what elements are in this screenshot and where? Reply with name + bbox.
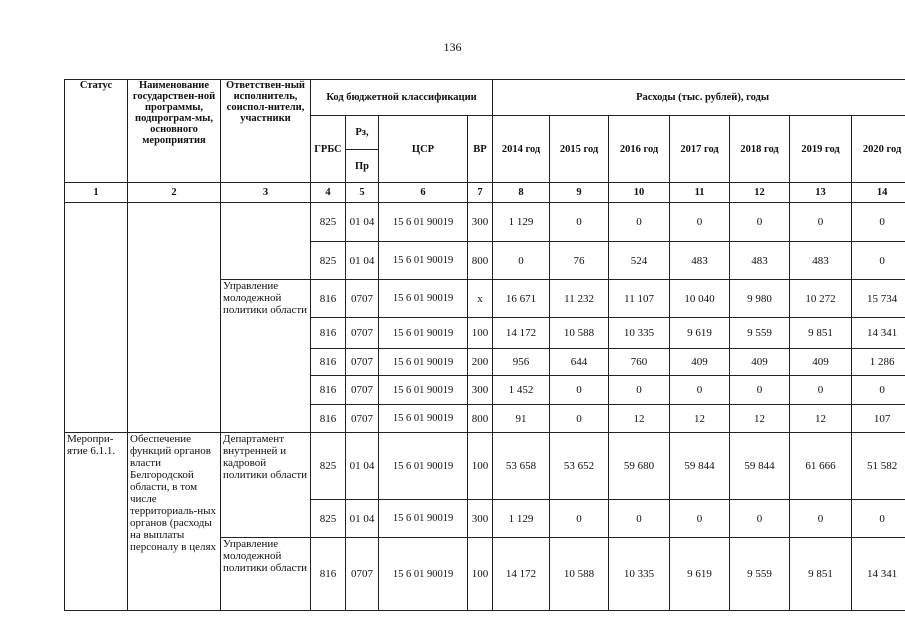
rzpr-cell: 0707: [346, 280, 379, 318]
grbs-cell: 816: [311, 349, 346, 376]
vr-cell: 800: [468, 242, 493, 280]
column-number: 4: [311, 183, 346, 203]
amount-cell: 0: [550, 500, 609, 538]
grbs-cell: 825: [311, 203, 346, 242]
amount-cell: 0: [790, 500, 852, 538]
csr-cell: 15 6 01 90019: [379, 433, 468, 500]
amount-cell: 53 652: [550, 433, 609, 500]
status-cell: Меропри-ятие 6.1.1.: [65, 433, 128, 611]
amount-cell: 760: [609, 349, 670, 376]
amount-cell: 956: [493, 349, 550, 376]
amount-cell: 76: [550, 242, 609, 280]
header-csr: ЦСР: [379, 116, 468, 183]
vr-cell: 100: [468, 538, 493, 611]
amount-cell: 14 172: [493, 318, 550, 349]
header-budget-code: Код бюджетной классификации: [311, 80, 493, 116]
amount-cell: 12: [730, 405, 790, 433]
amount-cell: 14 341: [852, 318, 905, 349]
column-number-row: [65, 183, 905, 203]
column-number: 13: [790, 183, 852, 203]
csr-cell: 15 6 01 90019: [379, 500, 468, 538]
amount-cell: 12: [609, 405, 670, 433]
header-executor: Ответствен-ный исполнитель, соиспол-нители, участники: [221, 80, 311, 183]
amount-cell: 483: [670, 242, 730, 280]
amount-cell: 644: [550, 349, 609, 376]
rzpr-cell: 0707: [346, 318, 379, 349]
amount-cell: 14 172: [493, 538, 550, 611]
amount-cell: 107: [852, 405, 905, 433]
vr-cell: 300: [468, 203, 493, 242]
amount-cell: 9 619: [670, 538, 730, 611]
grbs-cell: 816: [311, 405, 346, 433]
page-number: 136: [443, 40, 462, 54]
column-number: 1: [65, 183, 128, 203]
grbs-cell: 825: [311, 433, 346, 500]
amount-cell: 59 844: [730, 433, 790, 500]
amount-cell: 10 588: [550, 318, 609, 349]
amount-cell: 10 272: [790, 280, 852, 318]
amount-cell: 16 671: [493, 280, 550, 318]
header-year: 2017 год: [670, 116, 730, 183]
amount-cell: 0: [670, 376, 730, 405]
header-year: 2018 год: [730, 116, 790, 183]
header-expenses: Расходы (тыс. рублей), годы: [493, 80, 905, 116]
amount-cell: 59 680: [609, 433, 670, 500]
csr-cell: 15 6 01 90019: [379, 405, 468, 433]
amount-cell: 0: [790, 376, 852, 405]
header-year: 2015 год: [550, 116, 609, 183]
column-number: 9: [550, 183, 609, 203]
header-rz: Рз,: [346, 116, 379, 150]
amount-cell: 409: [790, 349, 852, 376]
csr-cell: 15 6 01 90019: [379, 280, 468, 318]
status-cell: [65, 203, 128, 433]
amount-cell: 0: [670, 500, 730, 538]
amount-cell: 524: [609, 242, 670, 280]
csr-cell: 15 6 01 90019: [379, 376, 468, 405]
grbs-cell: 816: [311, 538, 346, 611]
csr-cell: 15 6 01 90019: [379, 203, 468, 242]
amount-cell: 1 129: [493, 203, 550, 242]
vr-cell: 800: [468, 405, 493, 433]
amount-cell: 0: [790, 203, 852, 242]
amount-cell: 0: [550, 376, 609, 405]
amount-cell: 0: [852, 376, 905, 405]
amount-cell: 0: [730, 203, 790, 242]
amount-cell: 0: [609, 376, 670, 405]
amount-cell: 10 335: [609, 538, 670, 611]
header-name: Наименование государствен-ной программы, подпрограм-мы, основного мероприятия: [128, 80, 221, 183]
csr-cell: 15 6 01 90019: [379, 349, 468, 376]
amount-cell: 483: [790, 242, 852, 280]
name-cell: Обеспечение функций органов власти Белгородской области, в том числе территориаль-ных органов (расходы на выплаты персоналу в целях: [128, 433, 221, 611]
amount-cell: 15 734: [852, 280, 905, 318]
amount-cell: 91: [493, 405, 550, 433]
amount-cell: 9 619: [670, 318, 730, 349]
header-year: 2014 год: [493, 116, 550, 183]
vr-cell: 300: [468, 500, 493, 538]
amount-cell: 0: [550, 405, 609, 433]
csr-cell: 15 6 01 90019: [379, 242, 468, 280]
executor-cell: Управление молодежной политики области: [221, 280, 311, 433]
column-number: 8: [493, 183, 550, 203]
amount-cell: 59 844: [670, 433, 730, 500]
amount-cell: 10 335: [609, 318, 670, 349]
column-number: 10: [609, 183, 670, 203]
rzpr-cell: 0707: [346, 538, 379, 611]
header-year: 2016 год: [609, 116, 670, 183]
grbs-cell: 816: [311, 318, 346, 349]
rzpr-cell: 01 04: [346, 500, 379, 538]
amount-cell: 61 666: [790, 433, 852, 500]
rzpr-cell: 0707: [346, 349, 379, 376]
amount-cell: 1 452: [493, 376, 550, 405]
amount-cell: 0: [609, 203, 670, 242]
amount-cell: 0: [852, 203, 905, 242]
amount-cell: 14 341: [852, 538, 905, 611]
header-status: Статус: [65, 80, 128, 183]
amount-cell: 53 658: [493, 433, 550, 500]
column-number: 3: [221, 183, 311, 203]
header-pr: Пр: [346, 150, 379, 183]
amount-cell: 1 286: [852, 349, 905, 376]
header-vr: ВР: [468, 116, 493, 183]
amount-cell: 12: [670, 405, 730, 433]
vr-cell: 200: [468, 349, 493, 376]
header-year: 2020 год: [852, 116, 905, 183]
amount-cell: 409: [670, 349, 730, 376]
name-cell: [128, 203, 221, 433]
amount-cell: 0: [609, 500, 670, 538]
amount-cell: 9 559: [730, 318, 790, 349]
rzpr-cell: 01 04: [346, 203, 379, 242]
amount-cell: 9 559: [730, 538, 790, 611]
grbs-cell: 816: [311, 280, 346, 318]
grbs-cell: 816: [311, 376, 346, 405]
amount-cell: 1 129: [493, 500, 550, 538]
table-row: [65, 433, 905, 500]
budget-table: [64, 79, 905, 611]
amount-cell: 10 040: [670, 280, 730, 318]
amount-cell: 0: [852, 242, 905, 280]
column-number: 11: [670, 183, 730, 203]
amount-cell: 9 851: [790, 538, 852, 611]
executor-cell: [221, 203, 311, 280]
vr-cell: х: [468, 280, 493, 318]
amount-cell: 9 980: [730, 280, 790, 318]
amount-cell: 0: [493, 242, 550, 280]
rzpr-cell: 01 04: [346, 433, 379, 500]
amount-cell: 9 851: [790, 318, 852, 349]
amount-cell: 409: [730, 349, 790, 376]
amount-cell: 51 582: [852, 433, 905, 500]
amount-cell: 10 588: [550, 538, 609, 611]
vr-cell: 300: [468, 376, 493, 405]
vr-cell: 100: [468, 433, 493, 500]
amount-cell: 0: [670, 203, 730, 242]
amount-cell: 0: [550, 203, 609, 242]
header-grbs: ГРБС: [311, 116, 346, 183]
column-number: 6: [379, 183, 468, 203]
amount-cell: 11 107: [609, 280, 670, 318]
amount-cell: 11 232: [550, 280, 609, 318]
column-number: 7: [468, 183, 493, 203]
grbs-cell: 825: [311, 500, 346, 538]
header-year: 2019 год: [790, 116, 852, 183]
grbs-cell: 825: [311, 242, 346, 280]
amount-cell: 0: [730, 500, 790, 538]
rzpr-cell: 01 04: [346, 242, 379, 280]
vr-cell: 100: [468, 318, 493, 349]
column-number: 2: [128, 183, 221, 203]
amount-cell: 0: [852, 500, 905, 538]
rzpr-cell: 0707: [346, 376, 379, 405]
column-number: 5: [346, 183, 379, 203]
column-number: 12: [730, 183, 790, 203]
rzpr-cell: 0707: [346, 405, 379, 433]
amount-cell: 483: [730, 242, 790, 280]
amount-cell: 0: [730, 376, 790, 405]
executor-cell: Департамент внутренней и кадровой политики области: [221, 433, 311, 538]
table-row: [65, 203, 905, 242]
column-number: 14: [852, 183, 905, 203]
amount-cell: 12: [790, 405, 852, 433]
executor-cell: Управление молодежной политики области: [221, 538, 311, 611]
csr-cell: 15 6 01 90019: [379, 318, 468, 349]
csr-cell: 15 6 01 90019: [379, 538, 468, 611]
